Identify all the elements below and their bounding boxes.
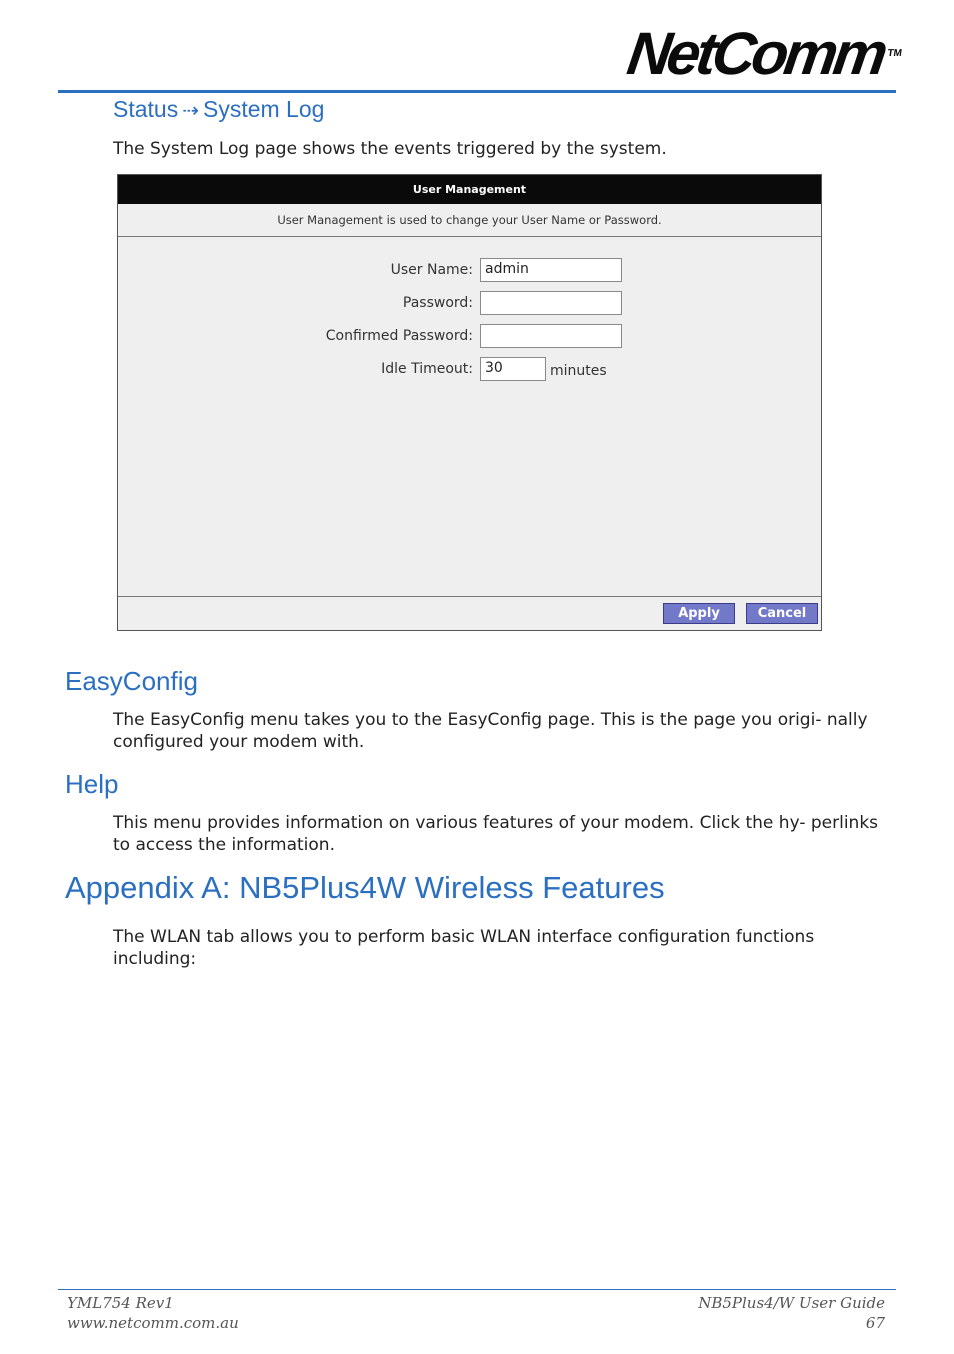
- cancel-button[interactable]: Cancel: [746, 603, 818, 624]
- footer-right: [698, 1293, 885, 1333]
- password-label: Password:: [402, 295, 473, 311]
- password-input[interactable]: [480, 291, 622, 315]
- trademark-mark: TM: [886, 48, 903, 59]
- system-log-description: The System Log page shows the events triggered by the system.: [113, 139, 667, 159]
- page-number: 67: [865, 1314, 885, 1332]
- status-system-log-heading: [113, 96, 324, 123]
- screenshot-title: User Management: [118, 175, 821, 204]
- apply-button[interactable]: Apply: [663, 603, 735, 624]
- website-link[interactable]: www.netcomm.com.au: [67, 1314, 239, 1332]
- username-input[interactable]: admin: [480, 258, 622, 282]
- idle-timeout-label: Idle Timeout:: [381, 361, 473, 377]
- heading-system-log: System Log: [202, 96, 325, 122]
- help-heading: Help: [65, 769, 119, 799]
- footer-rule: [58, 1289, 896, 1290]
- netcomm-logo: NetComm™: [623, 20, 903, 87]
- header-rule: [58, 90, 896, 93]
- appendix-description: The WLAN tab allows you to perform basic WLAN interface configuration functions including:: [113, 927, 815, 969]
- username-row: [118, 258, 823, 284]
- confirm-password-label: Confirmed Password:: [325, 328, 473, 344]
- username-label: User Name:: [390, 262, 473, 278]
- screenshot-button-bar: [118, 596, 821, 630]
- easyconfig-description: The EasyConfig menu takes you to the EasyConfig page. This is the page you origi- nally configured your modem with.: [113, 710, 868, 752]
- confirm-password-input[interactable]: [480, 324, 622, 348]
- password-row: [118, 291, 823, 317]
- user-management-screenshot: [117, 174, 822, 631]
- screenshot-description: User Management is used to change your User Name or Password.: [118, 204, 821, 237]
- dotted-arrow-icon: ⇢: [182, 100, 199, 122]
- heading-status: Status: [113, 96, 179, 122]
- guide-title: NB5Plus4/W User Guide: [698, 1294, 885, 1312]
- idle-timeout-unit: minutes: [550, 363, 607, 379]
- help-description: This menu provides information on various features of your modem. Click the hy- perlinks to access the information.: [113, 813, 879, 855]
- idle-timeout-input[interactable]: 30: [480, 357, 546, 381]
- appendix-heading: Appendix A: NB5Plus4W Wireless Features: [65, 870, 665, 905]
- footer-left: [67, 1293, 239, 1333]
- doc-code: YML754 Rev1: [67, 1294, 174, 1312]
- idle-timeout-row: [118, 357, 823, 383]
- confirm-password-row: [118, 324, 823, 350]
- easyconfig-heading: EasyConfig: [65, 666, 198, 696]
